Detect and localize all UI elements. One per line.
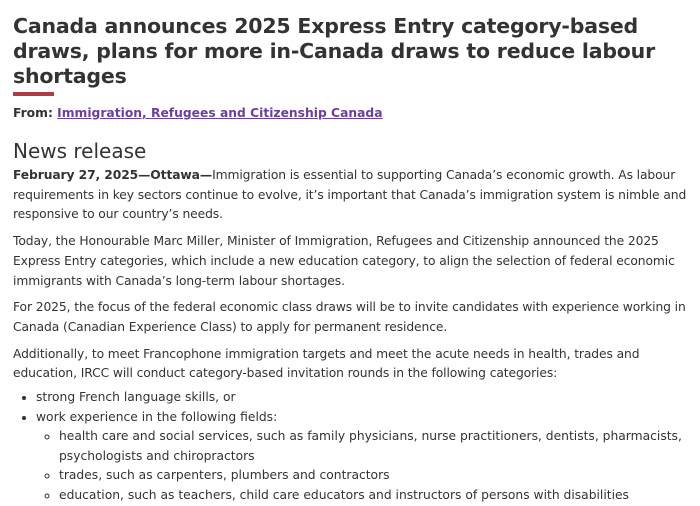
department-link[interactable]: Immigration, Refugees and Citizenship Canada <box>57 106 383 120</box>
paragraph-intro-text: Immigration is essential to supporting Canada’s economic growth. As labour requirements in key sectors continue to evolve, it’s important that Canada’s immigration system is nimble and responsive to our country’s needs. <box>13 168 687 222</box>
paragraph-focus: For 2025, the focus of the federal economic class draws will be to invite candidates with experience working in Canada (Canadian Experience Class) to apply for permanent residence. <box>13 300 686 334</box>
list-item <box>36 408 688 506</box>
list-item-text: work experience in the following fields: <box>36 409 278 424</box>
list-item: • strong French language skills, or <box>36 388 688 408</box>
list-item: ◦ education, such as teachers, child care educators and instructors of persons with disabilities <box>59 486 688 506</box>
from-label: From: <box>13 106 53 120</box>
from-line <box>13 104 688 122</box>
page-title: Canada announces 2025 Express Entry category-based draws, plans for more in-Canada draws to reduce labour shortages <box>13 14 655 88</box>
paragraph-intro <box>13 166 688 225</box>
field-list <box>36 427 688 505</box>
category-list <box>13 388 688 506</box>
paragraph-categories: Additionally, to meet Francophone immigration targets and meet the acute needs in health, trades and education, IRCC will conduct category-based invitation rounds in the following categories: <box>13 346 640 381</box>
section-heading: News release <box>13 139 147 163</box>
dateline: February 27, 2025—Ottawa— <box>13 168 213 182</box>
list-item: ◦ trades, such as carpenters, plumbers and contractors <box>59 466 688 486</box>
title-underline <box>13 92 54 96</box>
paragraph-announcement: Today, the Honourable Marc Miller, Minister of Immigration, Refugees and Citizenship announced the 2025 Express Entry categories, which include a new education category, to align the selection of federal economic immigrants with Canada’s long-term labour shortages. <box>13 234 675 288</box>
list-item: ◦ health care and social services, such as family physicians, nurse practitioners, dentists, pharmacists, psychologists and chiropractors <box>59 427 688 466</box>
